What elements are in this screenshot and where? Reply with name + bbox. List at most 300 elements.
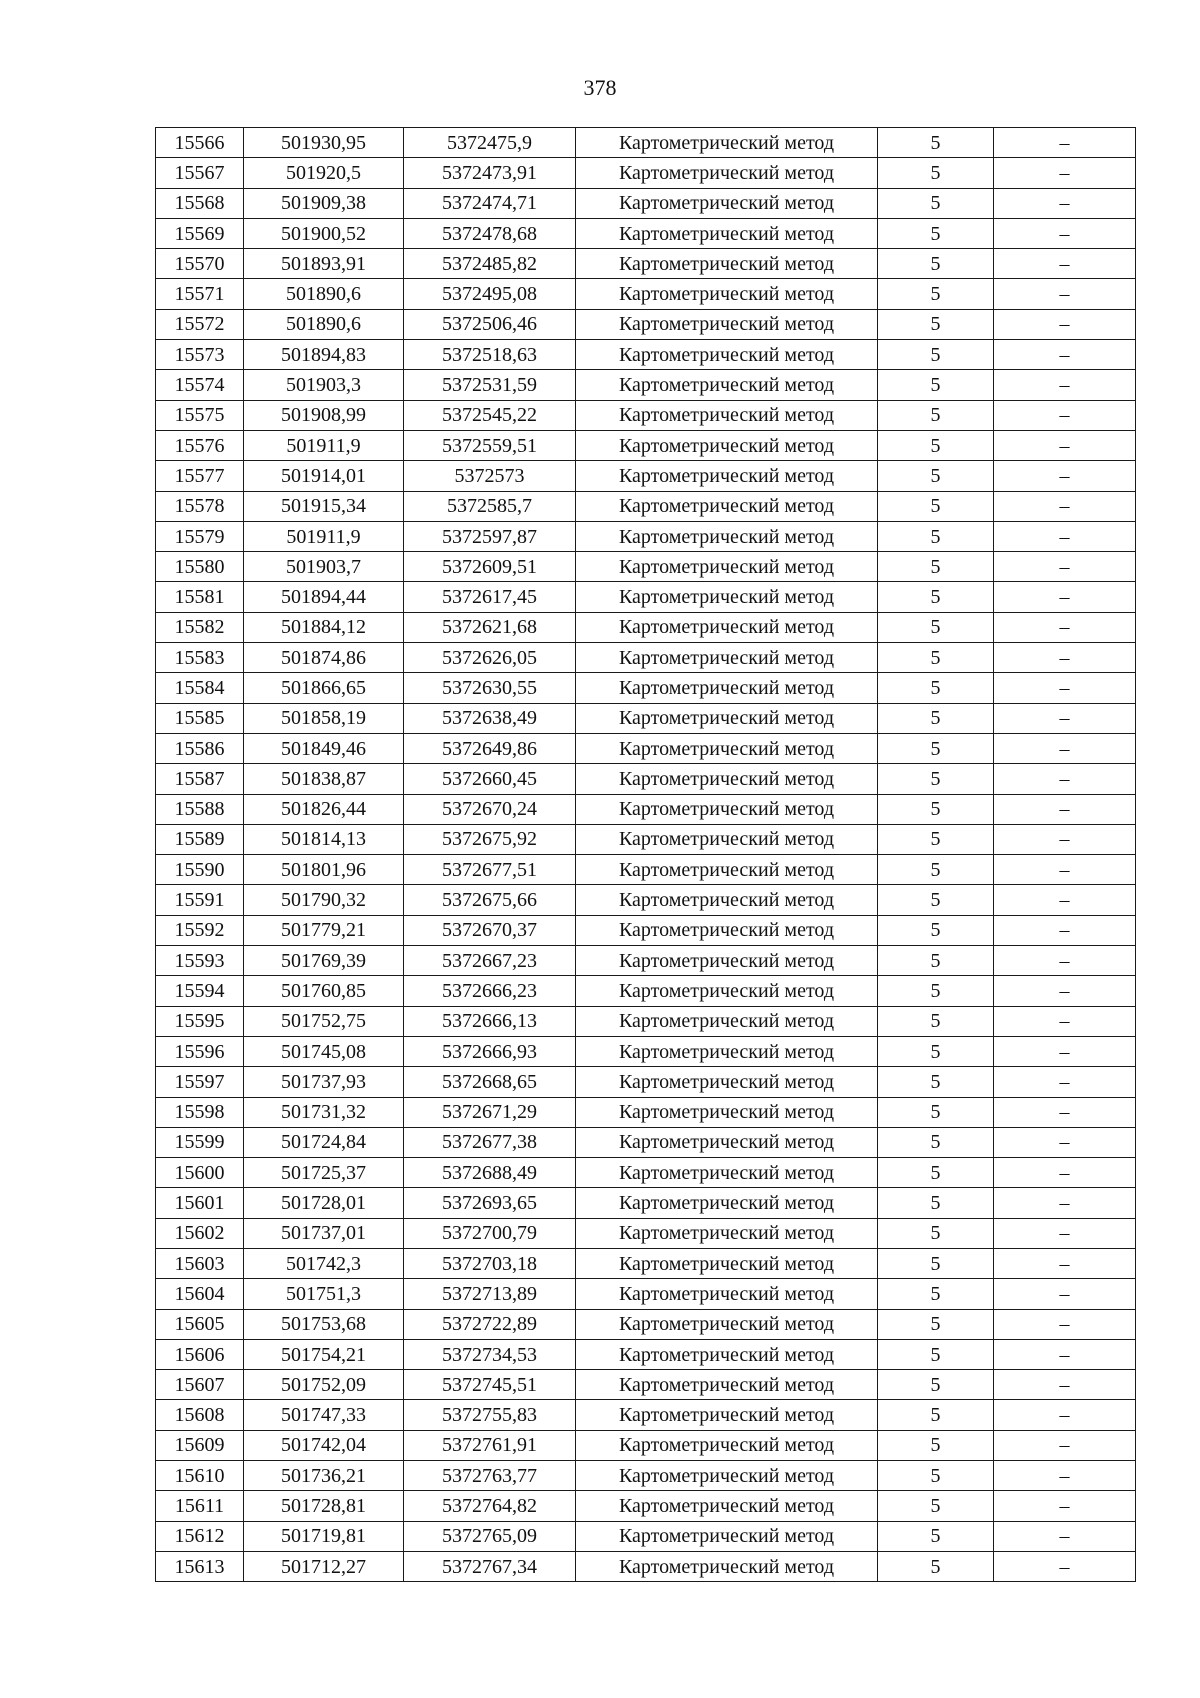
accuracy-cell: 5 <box>878 794 994 824</box>
table-row <box>156 1339 1136 1369</box>
accuracy-cell: 5 <box>878 1339 994 1369</box>
x-coordinate-cell: 501884,12 <box>244 612 404 642</box>
method-cell: Картометрический метод <box>576 128 878 158</box>
table-row <box>156 1461 1136 1491</box>
point-number-cell: 15576 <box>156 430 244 460</box>
accuracy-cell: 5 <box>878 1248 994 1278</box>
point-number-cell: 15594 <box>156 976 244 1006</box>
x-coordinate-cell: 501909,38 <box>244 188 404 218</box>
table-row <box>156 1521 1136 1551</box>
y-coordinate-cell: 5372573 <box>404 461 576 491</box>
y-coordinate-cell: 5372764,82 <box>404 1491 576 1521</box>
table-row <box>156 1127 1136 1157</box>
accuracy-cell: 5 <box>878 491 994 521</box>
point-number-cell: 15610 <box>156 1461 244 1491</box>
page-number: 378 <box>583 75 617 100</box>
table-row <box>156 491 1136 521</box>
description-cell: – <box>994 1248 1136 1278</box>
y-coordinate-cell: 5372609,51 <box>404 552 576 582</box>
method-cell: Картометрический метод <box>576 340 878 370</box>
point-number-cell: 15571 <box>156 279 244 309</box>
description-cell: – <box>994 794 1136 824</box>
y-coordinate-cell: 5372531,59 <box>404 370 576 400</box>
y-coordinate-cell: 5372559,51 <box>404 430 576 460</box>
x-coordinate-cell: 501893,91 <box>244 249 404 279</box>
y-coordinate-cell: 5372745,51 <box>404 1370 576 1400</box>
point-number-cell: 15611 <box>156 1491 244 1521</box>
point-number-cell: 15604 <box>156 1279 244 1309</box>
table-row <box>156 1097 1136 1127</box>
y-coordinate-cell: 5372474,71 <box>404 188 576 218</box>
description-cell: – <box>994 340 1136 370</box>
y-coordinate-cell: 5372668,65 <box>404 1067 576 1097</box>
description-cell: – <box>994 1521 1136 1551</box>
description-cell: – <box>994 582 1136 612</box>
x-coordinate-cell: 501894,44 <box>244 582 404 612</box>
x-coordinate-cell: 501858,19 <box>244 703 404 733</box>
method-cell: Картометрический метод <box>576 1521 878 1551</box>
method-cell: Картометрический метод <box>576 309 878 339</box>
x-coordinate-cell: 501801,96 <box>244 855 404 885</box>
table-row <box>156 1158 1136 1188</box>
accuracy-cell: 5 <box>878 1400 994 1430</box>
y-coordinate-cell: 5372667,23 <box>404 946 576 976</box>
accuracy-cell: 5 <box>878 915 994 945</box>
point-number-cell: 15580 <box>156 552 244 582</box>
y-coordinate-cell: 5372700,79 <box>404 1218 576 1248</box>
method-cell: Картометрический метод <box>576 279 878 309</box>
point-number-cell: 15573 <box>156 340 244 370</box>
point-number-cell: 15566 <box>156 128 244 158</box>
point-number-cell: 15597 <box>156 1067 244 1097</box>
x-coordinate-cell: 501725,37 <box>244 1158 404 1188</box>
table-row <box>156 400 1136 430</box>
point-number-cell: 15606 <box>156 1339 244 1369</box>
point-number-cell: 15581 <box>156 582 244 612</box>
accuracy-cell: 5 <box>878 764 994 794</box>
point-number-cell: 15589 <box>156 824 244 854</box>
method-cell: Картометрический метод <box>576 946 878 976</box>
x-coordinate-cell: 501911,9 <box>244 430 404 460</box>
method-cell: Картометрический метод <box>576 643 878 673</box>
point-number-cell: 15570 <box>156 249 244 279</box>
method-cell: Картометрический метод <box>576 1158 878 1188</box>
description-cell: – <box>994 218 1136 248</box>
y-coordinate-cell: 5372630,55 <box>404 673 576 703</box>
table-row <box>156 1067 1136 1097</box>
table-row <box>156 461 1136 491</box>
y-coordinate-cell: 5372626,05 <box>404 643 576 673</box>
point-number-cell: 15572 <box>156 309 244 339</box>
point-number-cell: 15595 <box>156 1006 244 1036</box>
table-row <box>156 976 1136 1006</box>
table-row <box>156 855 1136 885</box>
accuracy-cell: 5 <box>878 309 994 339</box>
description-cell: – <box>994 976 1136 1006</box>
table-row <box>156 1551 1136 1581</box>
y-coordinate-cell: 5372518,63 <box>404 340 576 370</box>
x-coordinate-cell: 501753,68 <box>244 1309 404 1339</box>
accuracy-cell: 5 <box>878 1188 994 1218</box>
point-number-cell: 15585 <box>156 703 244 733</box>
method-cell: Картометрический метод <box>576 430 878 460</box>
description-cell: – <box>994 400 1136 430</box>
method-cell: Картометрический метод <box>576 1279 878 1309</box>
method-cell: Картометрический метод <box>576 1248 878 1278</box>
accuracy-cell: 5 <box>878 976 994 1006</box>
table-row <box>156 370 1136 400</box>
point-number-cell: 15578 <box>156 491 244 521</box>
point-number-cell: 15601 <box>156 1188 244 1218</box>
method-cell: Картометрический метод <box>576 370 878 400</box>
table-row <box>156 703 1136 733</box>
point-number-cell: 15574 <box>156 370 244 400</box>
x-coordinate-cell: 501747,33 <box>244 1400 404 1430</box>
x-coordinate-cell: 501724,84 <box>244 1127 404 1157</box>
description-cell: – <box>994 733 1136 763</box>
description-cell: – <box>994 1067 1136 1097</box>
y-coordinate-cell: 5372638,49 <box>404 703 576 733</box>
y-coordinate-cell: 5372688,49 <box>404 1158 576 1188</box>
table-row <box>156 1400 1136 1430</box>
x-coordinate-cell: 501728,01 <box>244 1188 404 1218</box>
method-cell: Картометрический метод <box>576 1461 878 1491</box>
table-row <box>156 1309 1136 1339</box>
point-number-cell: 15575 <box>156 400 244 430</box>
y-coordinate-cell: 5372660,45 <box>404 764 576 794</box>
point-number-cell: 15593 <box>156 946 244 976</box>
description-cell: – <box>994 128 1136 158</box>
description-cell: – <box>994 946 1136 976</box>
description-cell: – <box>994 1430 1136 1460</box>
x-coordinate-cell: 501742,3 <box>244 1248 404 1278</box>
method-cell: Картометрический метод <box>576 1218 878 1248</box>
point-number-cell: 15568 <box>156 188 244 218</box>
table-row <box>156 1491 1136 1521</box>
method-cell: Картометрический метод <box>576 1400 878 1430</box>
accuracy-cell: 5 <box>878 128 994 158</box>
y-coordinate-cell: 5372670,24 <box>404 794 576 824</box>
accuracy-cell: 5 <box>878 1551 994 1581</box>
coordinates-table <box>155 127 1136 1582</box>
method-cell: Картометрический метод <box>576 582 878 612</box>
description-cell: – <box>994 1491 1136 1521</box>
y-coordinate-cell: 5372617,45 <box>404 582 576 612</box>
x-coordinate-cell: 501751,3 <box>244 1279 404 1309</box>
y-coordinate-cell: 5372677,51 <box>404 855 576 885</box>
method-cell: Картометрический метод <box>576 976 878 1006</box>
y-coordinate-cell: 5372666,93 <box>404 1036 576 1066</box>
point-number-cell: 15584 <box>156 673 244 703</box>
x-coordinate-cell: 501890,6 <box>244 309 404 339</box>
accuracy-cell: 5 <box>878 1097 994 1127</box>
x-coordinate-cell: 501728,81 <box>244 1491 404 1521</box>
point-number-cell: 15569 <box>156 218 244 248</box>
description-cell: – <box>994 521 1136 551</box>
description-cell: – <box>994 643 1136 673</box>
table-row <box>156 915 1136 945</box>
table-row <box>156 309 1136 339</box>
description-cell: – <box>994 703 1136 733</box>
point-number-cell: 15567 <box>156 158 244 188</box>
description-cell: – <box>994 1006 1136 1036</box>
description-cell: – <box>994 249 1136 279</box>
x-coordinate-cell: 501900,52 <box>244 218 404 248</box>
description-cell: – <box>994 430 1136 460</box>
table-row <box>156 249 1136 279</box>
method-cell: Картометрический метод <box>576 1430 878 1460</box>
y-coordinate-cell: 5372675,66 <box>404 885 576 915</box>
point-number-cell: 15592 <box>156 915 244 945</box>
x-coordinate-cell: 501903,7 <box>244 552 404 582</box>
point-number-cell: 15602 <box>156 1218 244 1248</box>
x-coordinate-cell: 501890,6 <box>244 279 404 309</box>
y-coordinate-cell: 5372677,38 <box>404 1127 576 1157</box>
table-row <box>156 673 1136 703</box>
description-cell: – <box>994 1188 1136 1218</box>
description-cell: – <box>994 1339 1136 1369</box>
point-number-cell: 15599 <box>156 1127 244 1157</box>
point-number-cell: 15607 <box>156 1370 244 1400</box>
accuracy-cell: 5 <box>878 430 994 460</box>
description-cell: – <box>994 158 1136 188</box>
point-number-cell: 15582 <box>156 612 244 642</box>
point-number-cell: 15598 <box>156 1097 244 1127</box>
y-coordinate-cell: 5372722,89 <box>404 1309 576 1339</box>
accuracy-cell: 5 <box>878 370 994 400</box>
y-coordinate-cell: 5372761,91 <box>404 1430 576 1460</box>
accuracy-cell: 5 <box>878 703 994 733</box>
method-cell: Картометрический метод <box>576 461 878 491</box>
y-coordinate-cell: 5372666,13 <box>404 1006 576 1036</box>
accuracy-cell: 5 <box>878 824 994 854</box>
y-coordinate-cell: 5372670,37 <box>404 915 576 945</box>
x-coordinate-cell: 501760,85 <box>244 976 404 1006</box>
x-coordinate-cell: 501874,86 <box>244 643 404 673</box>
x-coordinate-cell: 501737,93 <box>244 1067 404 1097</box>
accuracy-cell: 5 <box>878 1127 994 1157</box>
description-cell: – <box>994 279 1136 309</box>
method-cell: Картометрический метод <box>576 1370 878 1400</box>
x-coordinate-cell: 501908,99 <box>244 400 404 430</box>
accuracy-cell: 5 <box>878 188 994 218</box>
table-row <box>156 794 1136 824</box>
method-cell: Картометрический метод <box>576 733 878 763</box>
y-coordinate-cell: 5372478,68 <box>404 218 576 248</box>
table-row <box>156 1188 1136 1218</box>
x-coordinate-cell: 501903,3 <box>244 370 404 400</box>
description-cell: – <box>994 370 1136 400</box>
y-coordinate-cell: 5372485,82 <box>404 249 576 279</box>
table-row <box>156 1248 1136 1278</box>
x-coordinate-cell: 501894,83 <box>244 340 404 370</box>
accuracy-cell: 5 <box>878 1158 994 1188</box>
method-cell: Картометрический метод <box>576 824 878 854</box>
method-cell: Картометрический метод <box>576 703 878 733</box>
table-row <box>156 552 1136 582</box>
x-coordinate-cell: 501712,27 <box>244 1551 404 1581</box>
x-coordinate-cell: 501737,01 <box>244 1218 404 1248</box>
x-coordinate-cell: 501866,65 <box>244 673 404 703</box>
method-cell: Картометрический метод <box>576 218 878 248</box>
x-coordinate-cell: 501838,87 <box>244 764 404 794</box>
y-coordinate-cell: 5372585,7 <box>404 491 576 521</box>
accuracy-cell: 5 <box>878 855 994 885</box>
x-coordinate-cell: 501719,81 <box>244 1521 404 1551</box>
x-coordinate-cell: 501752,09 <box>244 1370 404 1400</box>
y-coordinate-cell: 5372713,89 <box>404 1279 576 1309</box>
accuracy-cell: 5 <box>878 340 994 370</box>
accuracy-cell: 5 <box>878 249 994 279</box>
accuracy-cell: 5 <box>878 400 994 430</box>
table-row <box>156 521 1136 551</box>
point-number-cell: 15579 <box>156 521 244 551</box>
method-cell: Картометрический метод <box>576 1551 878 1581</box>
x-coordinate-cell: 501745,08 <box>244 1036 404 1066</box>
description-cell: – <box>994 1158 1136 1188</box>
accuracy-cell: 5 <box>878 1006 994 1036</box>
table-row <box>156 218 1136 248</box>
accuracy-cell: 5 <box>878 521 994 551</box>
accuracy-cell: 5 <box>878 1430 994 1460</box>
description-cell: – <box>994 1279 1136 1309</box>
method-cell: Картометрический метод <box>576 1067 878 1097</box>
y-coordinate-cell: 5372671,29 <box>404 1097 576 1127</box>
method-cell: Картометрический метод <box>576 552 878 582</box>
method-cell: Картометрический метод <box>576 400 878 430</box>
point-number-cell: 15586 <box>156 733 244 763</box>
table-row <box>156 612 1136 642</box>
accuracy-cell: 5 <box>878 1218 994 1248</box>
description-cell: – <box>994 915 1136 945</box>
table-row <box>156 128 1136 158</box>
method-cell: Картометрический метод <box>576 1097 878 1127</box>
accuracy-cell: 5 <box>878 1491 994 1521</box>
point-number-cell: 15588 <box>156 794 244 824</box>
description-cell: – <box>994 188 1136 218</box>
point-number-cell: 15583 <box>156 643 244 673</box>
method-cell: Картометрический метод <box>576 158 878 188</box>
y-coordinate-cell: 5372506,46 <box>404 309 576 339</box>
description-cell: – <box>994 673 1136 703</box>
table-row <box>156 824 1136 854</box>
x-coordinate-cell: 501790,32 <box>244 885 404 915</box>
table-row <box>156 733 1136 763</box>
y-coordinate-cell: 5372473,91 <box>404 158 576 188</box>
coordinates-table-body <box>156 128 1136 1582</box>
accuracy-cell: 5 <box>878 552 994 582</box>
y-coordinate-cell: 5372495,08 <box>404 279 576 309</box>
table-row <box>156 885 1136 915</box>
x-coordinate-cell: 501736,21 <box>244 1461 404 1491</box>
x-coordinate-cell: 501754,21 <box>244 1339 404 1369</box>
table-row <box>156 946 1136 976</box>
table-row <box>156 279 1136 309</box>
table-row <box>156 643 1136 673</box>
point-number-cell: 15596 <box>156 1036 244 1066</box>
description-cell: – <box>994 1551 1136 1581</box>
method-cell: Картометрический метод <box>576 885 878 915</box>
table-row <box>156 1036 1136 1066</box>
description-cell: – <box>994 1127 1136 1157</box>
y-coordinate-cell: 5372763,77 <box>404 1461 576 1491</box>
x-coordinate-cell: 501915,34 <box>244 491 404 521</box>
point-number-cell: 15613 <box>156 1551 244 1581</box>
y-coordinate-cell: 5372765,09 <box>404 1521 576 1551</box>
method-cell: Картометрический метод <box>576 1188 878 1218</box>
description-cell: – <box>994 824 1136 854</box>
description-cell: – <box>994 1461 1136 1491</box>
description-cell: – <box>994 612 1136 642</box>
table-row <box>156 1370 1136 1400</box>
method-cell: Картометрический метод <box>576 521 878 551</box>
point-number-cell: 15609 <box>156 1430 244 1460</box>
y-coordinate-cell: 5372675,92 <box>404 824 576 854</box>
accuracy-cell: 5 <box>878 673 994 703</box>
accuracy-cell: 5 <box>878 1521 994 1551</box>
x-coordinate-cell: 501826,44 <box>244 794 404 824</box>
point-number-cell: 15577 <box>156 461 244 491</box>
table-row <box>156 340 1136 370</box>
description-cell: – <box>994 1370 1136 1400</box>
x-coordinate-cell: 501731,32 <box>244 1097 404 1127</box>
description-cell: – <box>994 552 1136 582</box>
y-coordinate-cell: 5372666,23 <box>404 976 576 1006</box>
method-cell: Картометрический метод <box>576 764 878 794</box>
accuracy-cell: 5 <box>878 643 994 673</box>
accuracy-cell: 5 <box>878 612 994 642</box>
table-row <box>156 582 1136 612</box>
description-cell: – <box>994 491 1136 521</box>
accuracy-cell: 5 <box>878 885 994 915</box>
accuracy-cell: 5 <box>878 1067 994 1097</box>
accuracy-cell: 5 <box>878 946 994 976</box>
method-cell: Картометрический метод <box>576 1036 878 1066</box>
y-coordinate-cell: 5372734,53 <box>404 1339 576 1369</box>
point-number-cell: 15590 <box>156 855 244 885</box>
x-coordinate-cell: 501742,04 <box>244 1430 404 1460</box>
point-number-cell: 15600 <box>156 1158 244 1188</box>
point-number-cell: 15608 <box>156 1400 244 1430</box>
method-cell: Картометрический метод <box>576 794 878 824</box>
method-cell: Картометрический метод <box>576 915 878 945</box>
y-coordinate-cell: 5372767,34 <box>404 1551 576 1581</box>
y-coordinate-cell: 5372703,18 <box>404 1248 576 1278</box>
x-coordinate-cell: 501752,75 <box>244 1006 404 1036</box>
accuracy-cell: 5 <box>878 1461 994 1491</box>
table-row <box>156 1279 1136 1309</box>
table-row <box>156 430 1136 460</box>
accuracy-cell: 5 <box>878 461 994 491</box>
x-coordinate-cell: 501779,21 <box>244 915 404 945</box>
accuracy-cell: 5 <box>878 733 994 763</box>
description-cell: – <box>994 1218 1136 1248</box>
method-cell: Картометрический метод <box>576 612 878 642</box>
point-number-cell: 15605 <box>156 1309 244 1339</box>
x-coordinate-cell: 501911,9 <box>244 521 404 551</box>
accuracy-cell: 5 <box>878 582 994 612</box>
description-cell: – <box>994 1036 1136 1066</box>
y-coordinate-cell: 5372545,22 <box>404 400 576 430</box>
x-coordinate-cell: 501914,01 <box>244 461 404 491</box>
table-row <box>156 188 1136 218</box>
y-coordinate-cell: 5372649,86 <box>404 733 576 763</box>
y-coordinate-cell: 5372597,87 <box>404 521 576 551</box>
method-cell: Картометрический метод <box>576 1339 878 1369</box>
accuracy-cell: 5 <box>878 279 994 309</box>
y-coordinate-cell: 5372475,9 <box>404 128 576 158</box>
accuracy-cell: 5 <box>878 158 994 188</box>
